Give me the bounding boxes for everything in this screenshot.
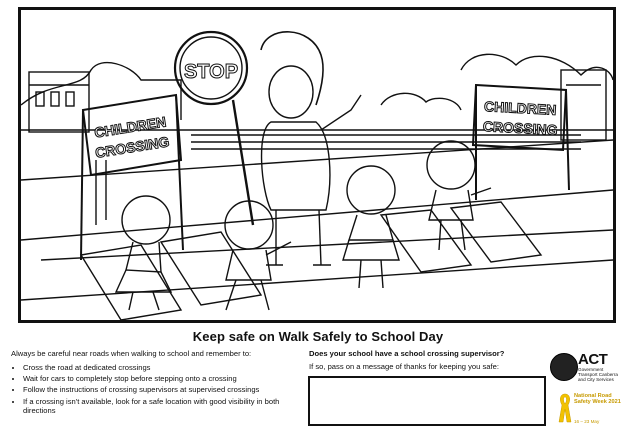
act-government-text (578, 367, 622, 382)
rsw-title: National Road Safety Week 2021 (574, 393, 621, 406)
list-item: • Wait for cars to completely stop before stepping onto a crossing (23, 374, 295, 383)
directorate-label: Transport Canberra and City Services (578, 372, 618, 382)
list-item: • If a crossing isn't available, look for a safe location with good visibility in both directions (23, 397, 295, 415)
supervisor-question: Does your school have a school crossing supervisor? (309, 349, 505, 358)
coloring-illustration (18, 7, 616, 323)
stop-sign-label: STOP (183, 61, 239, 83)
government-label: Government (578, 367, 604, 372)
message-box[interactable] (308, 376, 546, 426)
act-government-logo (550, 349, 620, 389)
right-banner-line-2: CROSSING (482, 118, 558, 138)
crossing-scene (21, 10, 613, 320)
page-heading: Keep safe on Walk Safely to School Day (192, 329, 444, 344)
rsw-dates: 16 – 23 May (574, 419, 600, 424)
act-crest-icon (550, 353, 578, 381)
list-item: • Follow the instructions of crossing supervisors at supervised crossings (23, 385, 295, 394)
intro-text: Always be careful near roads when walking to school and remember to: (11, 349, 252, 358)
right-banner-line-1: CHILDREN (483, 98, 557, 118)
yellow-ribbon-icon (558, 392, 572, 424)
road-safety-week-logo (556, 392, 626, 436)
act-wordmark: ACT (578, 351, 608, 368)
left-banner-line-2: CROSSING (94, 133, 171, 161)
safety-tips-list (11, 363, 295, 417)
list-item: • Cross the road at dedicated crossings (23, 363, 295, 372)
thanks-prompt: If so, pass on a message of thanks for keeping you safe: (309, 362, 499, 371)
left-banner-line-1: CHILDREN (93, 113, 168, 141)
